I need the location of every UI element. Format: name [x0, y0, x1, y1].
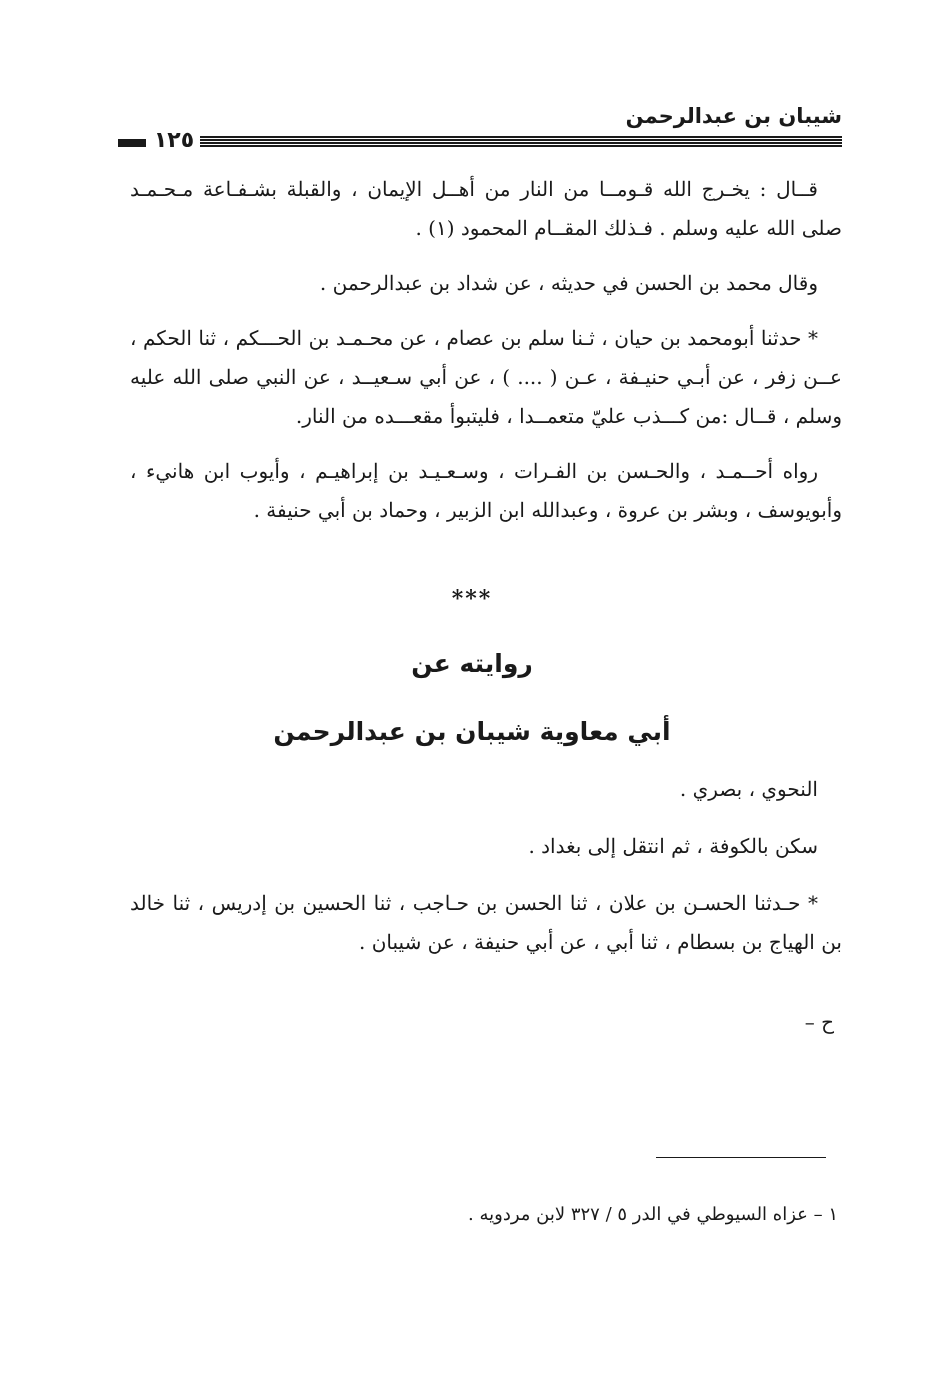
body-text-upper — [130, 170, 842, 532]
section-heading-line1: روايته عن — [411, 649, 533, 678]
header-rule-end — [118, 139, 146, 147]
paragraph: وقال محمد بن الحسن في حديثه ، عن شداد بن عبدالرحمن . — [319, 271, 818, 295]
paragraph: سكن بالكوفة ، ثم انتقل إلى بغداد . — [528, 834, 818, 858]
footnote: ١ – عزاه السيوطي في الدر ٥ / ٣٢٧ لابن مردويه . — [468, 1204, 838, 1225]
paragraph: قــال : يخـرج الله قـومــا من النار من أهــل الإيمان ، والقبلة بشـفـاعة مـحـمـد صلى الله عليه وسلم . فـذلك المقــام المحمود (١) . — [130, 177, 842, 240]
body-text-lower — [130, 770, 842, 980]
section-heading-line2: أبي معاوية شيبان بن عبدالرحمن — [273, 717, 671, 746]
page-number: ١٢٥ — [153, 128, 195, 153]
paragraph: * حـدثنا الحسـن بن علان ، ثنا الحسن بن حـاجب ، ثنا الحسين بن إدريس ، ثنا خالد بن الهياج بن بسطام ، ثنا أبي ، عن أبي حنيفة ، عن شيبان . — [130, 891, 842, 954]
header-rule — [200, 136, 842, 148]
running-title: شيبان بن عبدالرحمن — [625, 104, 842, 128]
paragraph: * حدثنا أبومحمد بن حيان ، ثـنا سلم بن عصام ، عن محـمـد بن الحـــكم ، ثنا الحكم ، عــن زفر ، عن أبـي حنيـفة ، عـن ( .... ) ، عن أبي سـعيــد ، عن النبي صلى الله عليه وسلم ، قــال :من كـــذب عليّ متعمــدا ، فليتبوأ مقعـــده من النار. — [130, 326, 842, 428]
paragraph: رواه أحــمـد ، والحـسن بن الفـرات ، وسـعـيـد بن إبراهيـم ، وأيوب ابن هانيء ، وأبويوسف ، وبشر بن عروة ، وعبدالله ابن الزبير ، وحماد بن أبي حنيفة . — [130, 459, 842, 522]
footnote-rule — [656, 1157, 826, 1158]
continuation-marker: ح – — [804, 1010, 834, 1034]
paragraph: النحوي ، بصري . — [679, 777, 818, 801]
section-separator: *** — [451, 586, 493, 612]
